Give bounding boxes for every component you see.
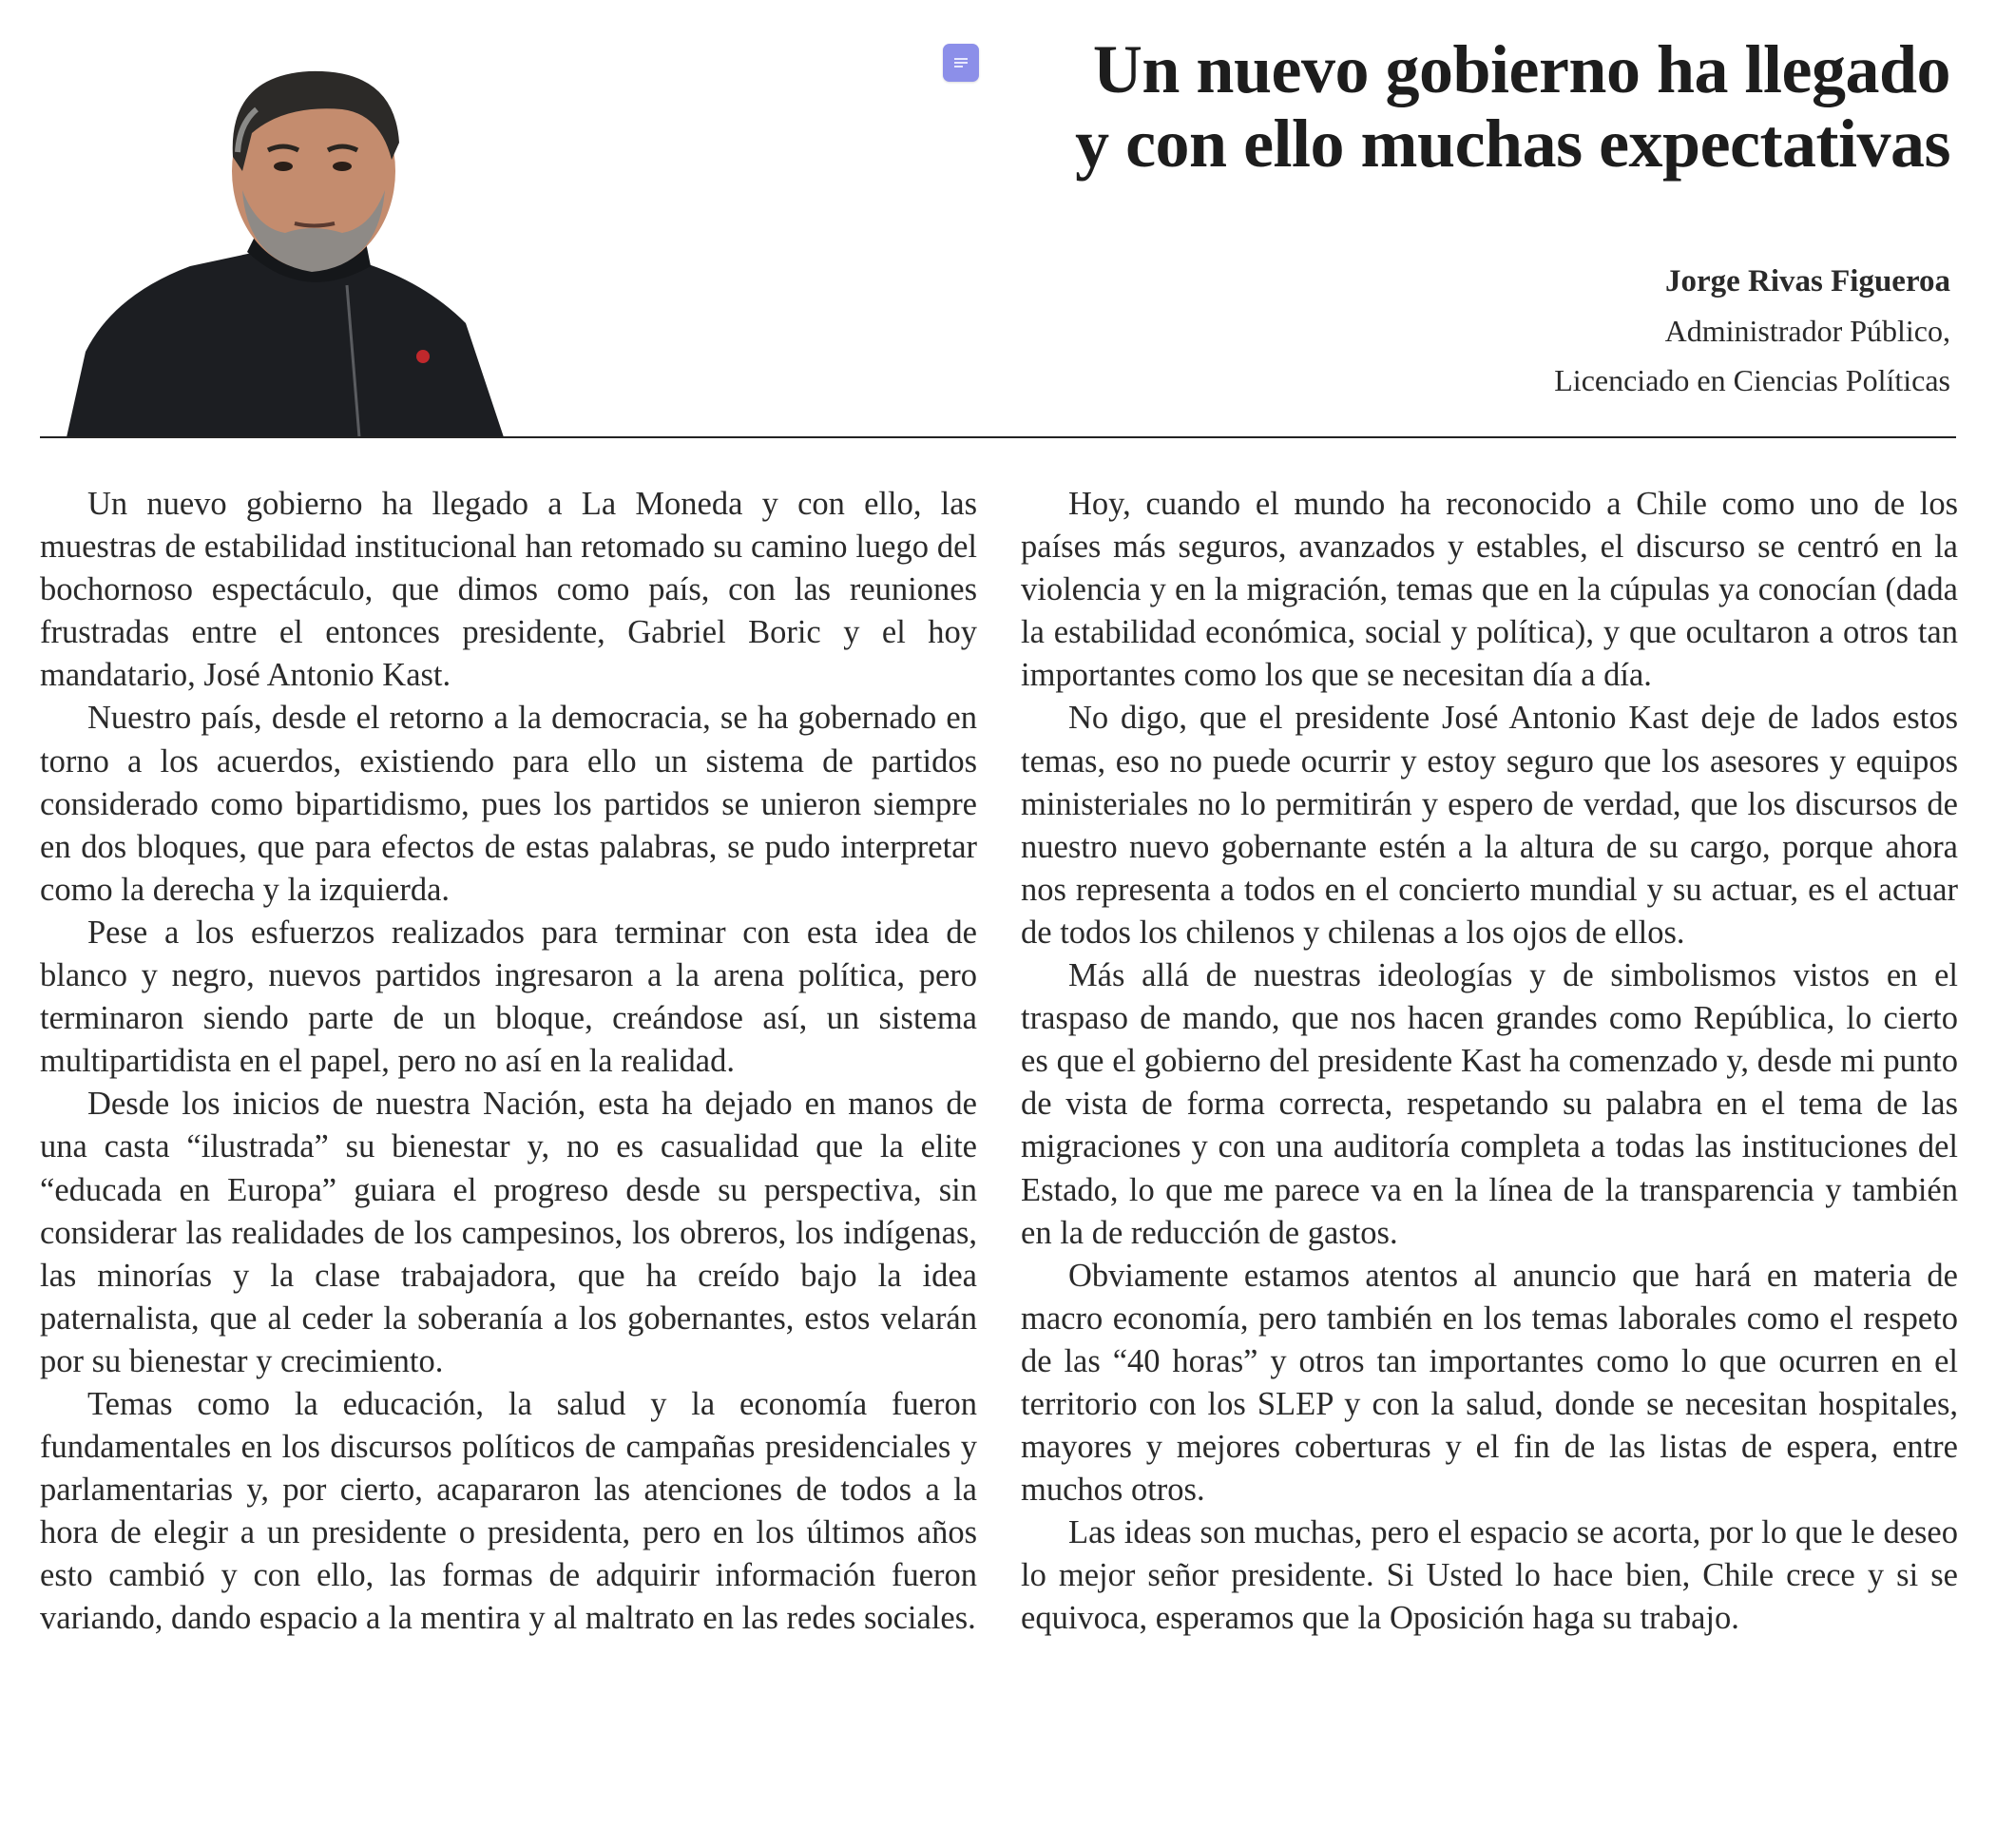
author-portrait xyxy=(57,38,570,437)
paragraph: Un nuevo gobierno ha llegado a La Moneda y con ello, las muestras de estabilidad institucional han retomado su camino luego del bochornoso espectáculo, que dimos como país, con las reuniones frustradas entre el entonces presidente, Gabriel Boric y el hoy mandatario, José Antonio Kast. xyxy=(40,486,977,694)
paragraph: Obviamente estamos atentos al anuncio que hará en materia de macro economía, pero también en los temas laborales como el respeto de las “40 horas” y otros tan importantes como lo que ocurren en el territorio con los SLEP y con la salud, donde se necesitan hospitales, mayores y mejores coberturas y el fin de las listas de espera, entre muchos otros. xyxy=(1021,1257,1958,1509)
article-title xyxy=(905,32,1950,181)
paragraph: Hoy, cuando el mundo ha reconocido a Chile como uno de los países más seguros, avanzados y estables, el discurso se centró en la violencia y en la migración, temas que en la cúpulas ya conocían (dada la estabilidad económica, social y política), y que ocultaron a otros tan importantes como los que se necesitan día a día. xyxy=(1021,486,1958,694)
title-line-1: Un nuevo gobierno ha llegado xyxy=(1092,31,1950,107)
author-role-1: Administrador Público, xyxy=(1664,314,1950,348)
paragraph: No digo, que el presidente José Antonio Kast deje de lados estos temas, eso no puede ocurrir y estoy seguro que los asesores y equipos ministeriales no lo permitirán y espero de verdad, que los discursos de nuestro nuevo gobernante estén a la altura de su cargo, porque ahora nos representa a todos en el concierto mundial y su actuar, es el actuar de todos los chilenos y chilenas a los ojos de ellos. xyxy=(1021,700,1958,951)
paragraph: Las ideas son muchas, pero el espacio se acorta, por lo que le deseo lo mejor señor presidente. Si Usted lo hace bien, Chile crece y si se equivoca, esperamos que la Oposición haga su trabajo. xyxy=(1021,1514,1958,1637)
paragraph: Más allá de nuestras ideologías y de simbolismos vistos en el traspaso de mando, que nos hacen grandes como República, lo cierto es que el gobierno del presidente Kast ha comenzado y, desde mi punto de vista de forma correcta, respetando su palabra en el tema de las migraciones y con una auditoría completa a todas las instituciones del Estado, lo que me parece va en la línea de la transparencia y también en la de reducción de gastos. xyxy=(1021,957,1958,1251)
author-role-2: Licenciado en Ciencias Políticas xyxy=(1554,363,1950,397)
title-line-2: y con ello muchas expectativas xyxy=(1075,106,1950,182)
right-column xyxy=(1021,483,1958,1641)
header-divider xyxy=(40,436,1956,438)
byline xyxy=(1190,257,1950,405)
paragraph: Desde los inicios de nuestra Nación, esta ha dejado en manos de una casta “ilustrada” su bienestar y, no es casualidad que la elite “educada en Europa” guiara el progreso desde su perspectiva, sin considerar las realidades de los campesinos, los obreros, los indígenas, las minorías y la clase trabajadora, que ha creído bajo la idea paternalista, que al ceder la soberanía a los gobernantes, estos velarán por su bienestar y crecimiento. xyxy=(40,1086,977,1379)
paragraph: Nuestro país, desde el retorno a la democracia, se ha gobernado en torno a los acuerdos, existiendo para ello un sistema de partidos considerado como bipartidismo, pues los partidos se unieron siempre en dos bloques, que para efectos de estas palabras, se pudo interpretar como la derecha y la izquierda. xyxy=(40,700,977,908)
paragraph: Pese a los esfuerzos realizados para terminar con esta idea de blanco y negro, nuevos partidos ingresaron a la arena política, pero terminaron siendo parte de un bloque, creándose así, un sistema multipartidista en el papel, pero no así en la realidad. xyxy=(40,914,977,1080)
paragraph: Temas como la educación, la salud y la economía fueron fundamentales en los discursos políticos de campañas presidenciales y parlamentarias y, por cierto, acapararon las atenciones de todos a la hora de elegir a un presidente o presidenta, pero en los últimos años esto cambió y con ello, las formas de adquirir información fueron variando, dando espacio a la mentira y al maltrato en las redes sociales. xyxy=(40,1385,977,1637)
left-column xyxy=(40,483,977,1641)
portrait-illustration xyxy=(57,38,570,437)
author-name: Jorge Rivas Figueroa xyxy=(1664,264,1950,298)
